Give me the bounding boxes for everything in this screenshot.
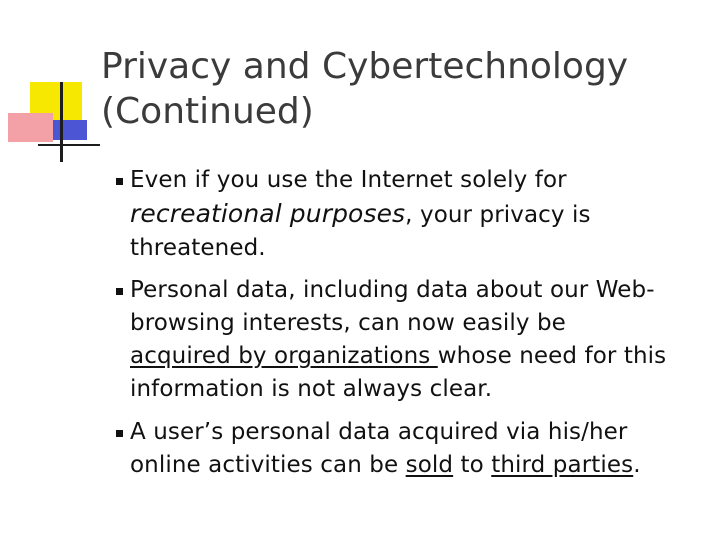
text-span: . xyxy=(633,452,641,478)
slide-title-line-2: (Continued) xyxy=(101,91,314,132)
bullet-line xyxy=(130,274,710,307)
bullet-line xyxy=(130,164,710,197)
bullet-line xyxy=(130,340,710,373)
text-span: online activities can be xyxy=(130,452,406,478)
italic-text: recreational purposes xyxy=(130,199,406,228)
bullet-marker-icon xyxy=(116,288,123,295)
bullet-line xyxy=(130,197,710,232)
text-span: information is not always clear. xyxy=(130,376,493,402)
bullet-line xyxy=(130,416,710,449)
underlined-text: third parties xyxy=(491,452,634,478)
text-span: whose need for this xyxy=(437,343,667,369)
text-span: Even if you use the Internet solely for xyxy=(130,167,567,193)
logo-blue-square xyxy=(53,120,87,140)
logo-vertical-line xyxy=(60,82,63,162)
logo-horizontal-line xyxy=(38,144,100,146)
text-span: browsing interests, can now easily be xyxy=(130,310,566,336)
bullet-text xyxy=(130,416,710,482)
bullet-line xyxy=(130,232,710,265)
text-span: to xyxy=(453,452,492,478)
bullet-text xyxy=(130,274,710,406)
slide-title-line-1: Privacy and Cybertechnology xyxy=(101,46,629,87)
underlined-text: sold xyxy=(405,452,454,478)
bullet-line xyxy=(130,307,710,340)
text-span: threatened. xyxy=(130,235,266,261)
bullet-marker-icon xyxy=(116,430,123,437)
logo-red-square xyxy=(8,113,53,142)
bullet-marker-icon xyxy=(116,178,123,185)
slide-title xyxy=(101,44,701,134)
text-span: Personal data, including data about our Web- xyxy=(130,277,655,303)
text-span: A user’s personal data acquired via his/her xyxy=(130,419,628,445)
underlined-text: acquired by organizations xyxy=(130,343,438,369)
bullet-line xyxy=(130,449,710,482)
bullet-line xyxy=(130,373,710,406)
bullet-text xyxy=(130,164,710,265)
decorative-logo xyxy=(0,0,100,170)
text-span: , your privacy is xyxy=(405,202,591,228)
